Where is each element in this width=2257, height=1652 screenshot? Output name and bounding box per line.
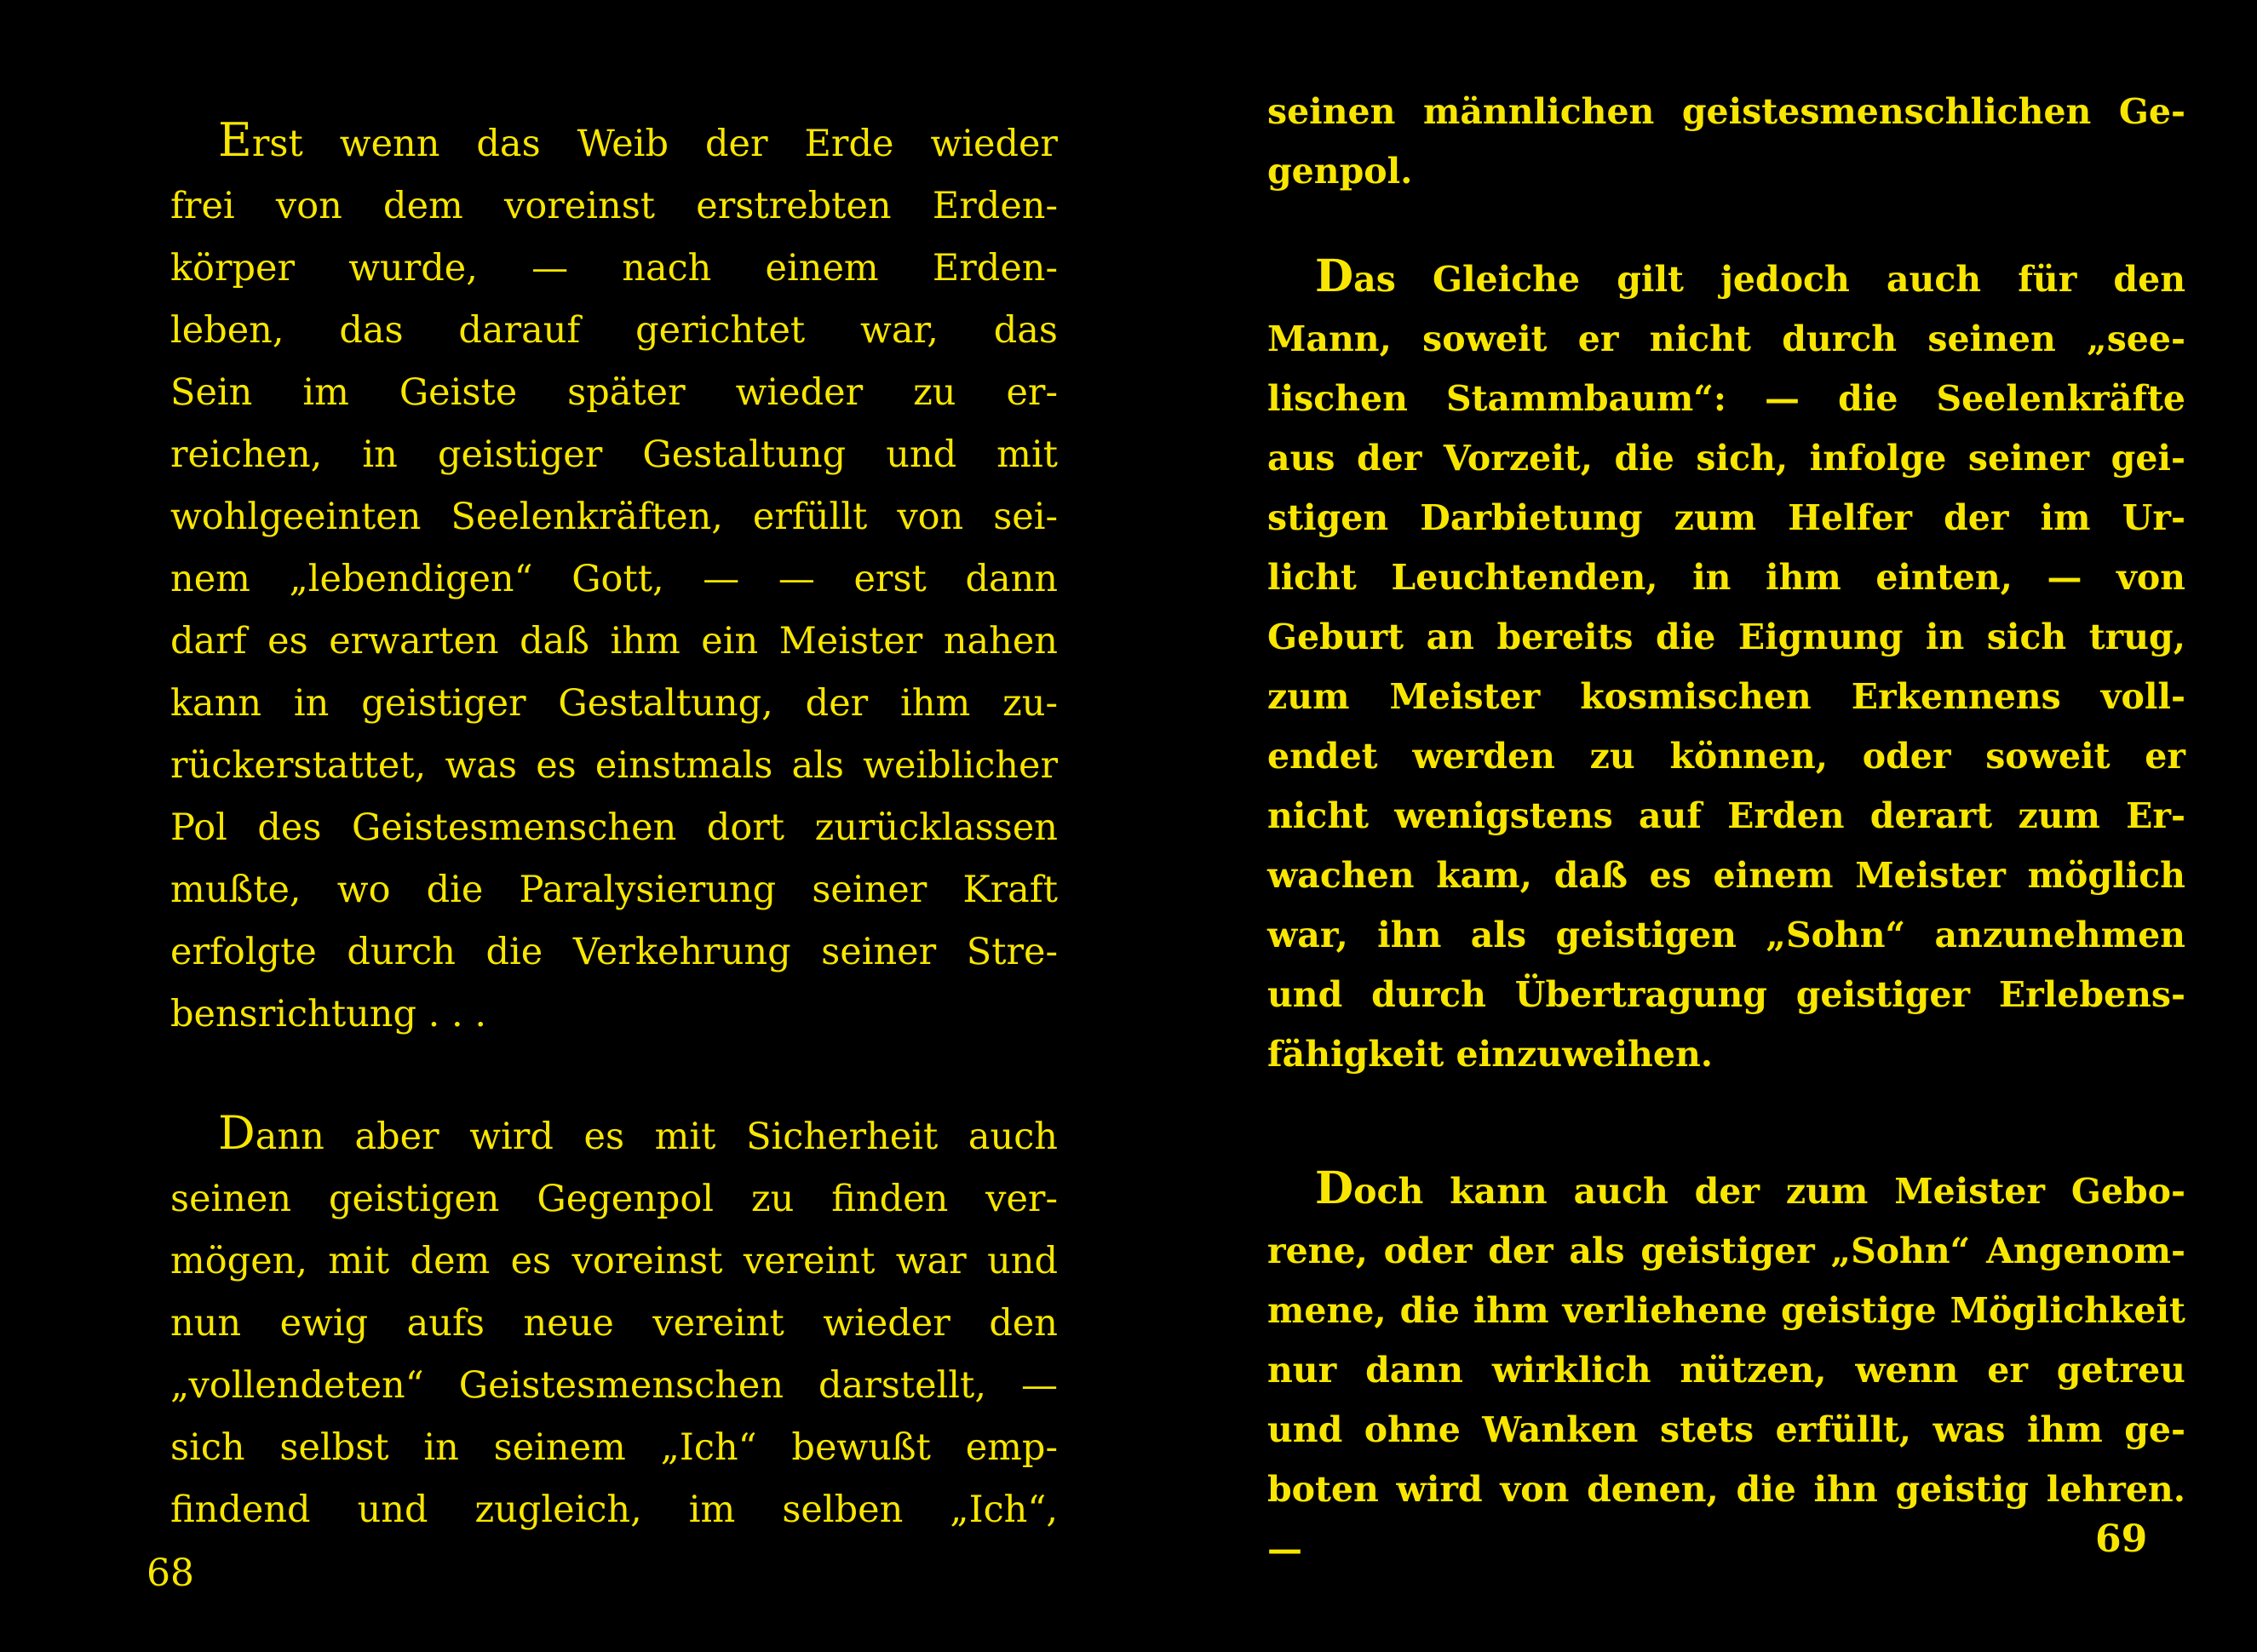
left-page <box>170 109 1058 1541</box>
text-line: zum Meister kosmischen Erkennens voll- <box>1267 676 2185 717</box>
text-line: findend und zugleich, im selben „Ich“, <box>170 1489 1058 1531</box>
text-line: und ohne Wanken stets erfüllt, was ihm ge- <box>1267 1409 2185 1450</box>
text-line: wachen kam, daß es einem Meister möglich <box>1267 855 2185 896</box>
text-line: Geburt an bereits die Eignung in sich trug, <box>1267 617 2185 657</box>
text-line: Sein im Geiste später wieder zu er- <box>170 371 1058 414</box>
text-line: Doch kann auch der zum Meister Gebo- <box>1315 1162 2185 1214</box>
text-line: nur dann wirklich nützen, wenn er getreu <box>1267 1350 2185 1391</box>
text-line: nem „lebendigen“ Gott, — — erst dann <box>170 558 1058 600</box>
text-line: wohlgeeinten Seelenkräften, erfüllt von sei- <box>170 496 1058 538</box>
text-line: nun ewig aufs neue vereint wieder den <box>170 1302 1058 1345</box>
paragraph <box>170 109 1058 1046</box>
text-line: Dann aber wird es mit Sicherheit auch <box>218 1105 1058 1160</box>
page-number-right: 69 <box>2095 1517 2148 1561</box>
text-line: stigen Darbietung zum Helfer der im Ur- <box>1267 497 2185 538</box>
text-line: seinen männlichen geistesmenschlichen Ge- <box>1267 91 2185 132</box>
paragraph <box>170 1102 1058 1541</box>
text-line: aus der Vorzeit, die sich, infolge seiner gei- <box>1267 438 2185 479</box>
text-line: mene, die ihm verliehene geistige Möglichkeit <box>1267 1290 2185 1331</box>
text-line: Das Gleiche gilt jedoch auch für den <box>1315 250 2185 302</box>
text-line: kann in geistiger Gestaltung, der ihm zu- <box>170 682 1058 725</box>
text-line: rene, oder der als geistiger „Sohn“ Angenom- <box>1267 1230 2185 1271</box>
paragraph <box>1267 247 2185 1084</box>
paragraph <box>1267 1159 2185 1579</box>
text-line: rückerstattet, was es einstmals als weiblicher <box>170 744 1058 787</box>
text-line: und durch Übertragung geistiger Erlebens- <box>1267 974 2185 1015</box>
paragraph <box>1267 82 2185 201</box>
text-line: Mann, soweit er nicht durch seinen „see- <box>1267 318 2185 359</box>
text-line: boten wird von denen, die ihn geistig lehren. — <box>1267 1469 2185 1569</box>
text-line: licht Leuchtenden, in ihm einten, — von <box>1267 557 2185 598</box>
page-number-left: 68 <box>146 1552 194 1595</box>
text-line: bensrichtung . . . <box>170 993 487 1035</box>
text-line: mögen, mit dem es voreinst vereint war und <box>170 1240 1058 1282</box>
text-line: erfolgte durch die Verkehrung seiner Stre- <box>170 931 1058 973</box>
text-line: genpol. <box>1267 151 1413 192</box>
text-line: darf es erwarten daß ihm ein Meister nahen <box>170 620 1058 663</box>
text-line: war, ihn als geistigen „Sohn“ anzunehmen <box>1267 915 2185 955</box>
text-line: reichen, in geistiger Gestaltung und mit <box>170 433 1058 476</box>
right-page <box>1267 82 2185 1579</box>
text-line: Pol des Geistesmenschen dort zurücklassen <box>170 806 1058 849</box>
text-line: körper wurde, — nach einem Erden- <box>170 247 1058 290</box>
text-line: Erst wenn das Weib der Erde wieder <box>218 112 1058 167</box>
text-line: lischen Stammbaum“: — die Seelenkräfte <box>1267 378 2185 419</box>
text-line: seinen geistigen Gegenpol zu finden ver- <box>170 1178 1058 1220</box>
text-line: leben, das darauf gerichtet war, das <box>170 309 1058 352</box>
text-line: sich selbst in seinem „Ich“ bewußt emp- <box>170 1426 1058 1469</box>
text-line: „vollendeten“ Geistesmenschen darstellt, — <box>170 1364 1058 1407</box>
text-line: fähigkeit einzuweihen. <box>1267 1034 1714 1075</box>
text-line: nicht wenigstens auf Erden derart zum Er- <box>1267 795 2185 836</box>
text-line: endet werden zu können, oder soweit er <box>1267 736 2185 777</box>
text-line: mußte, wo die Paralysierung seiner Kraft <box>170 869 1058 911</box>
text-line: frei von dem voreinst erstrebten Erden- <box>170 185 1058 227</box>
